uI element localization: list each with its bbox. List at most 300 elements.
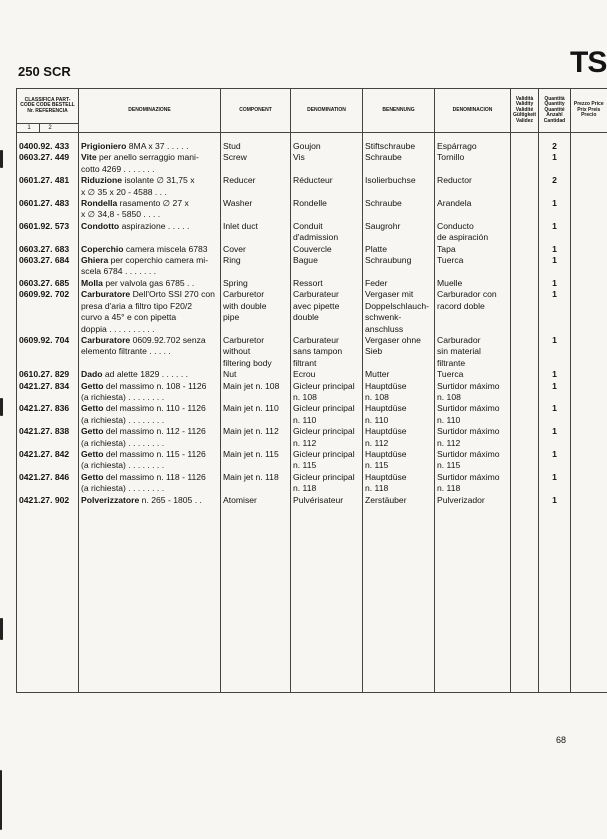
denomination-fr-line: Gicleur principal — [293, 471, 355, 482]
table-row — [17, 152, 607, 175]
denomination-fr-line: n. 112 — [293, 437, 317, 448]
denominazione-line: (a richiesta) . . . . . . . . — [81, 391, 165, 402]
benennung-de-line: Saugrohr — [365, 220, 401, 231]
denomination-fr-line: Carburateur — [293, 334, 339, 345]
part-name-it: Getto — [81, 380, 104, 391]
part-desc-it: del massimo n. 108 - 1126 — [103, 380, 207, 391]
header-en: COMPONENT — [221, 89, 291, 133]
header-code-sub — [17, 124, 79, 133]
component-en — [221, 255, 291, 278]
validity-cell — [511, 472, 539, 495]
part-name-it: Getto — [81, 403, 104, 414]
quantity-cell: 1 — [539, 244, 571, 255]
quantity-cell: 1 — [539, 381, 571, 404]
denominazione-cell — [79, 152, 221, 175]
denomination-fr — [291, 221, 363, 244]
validity-cell — [511, 369, 539, 380]
part-desc-it: 0609.92.702 senza — [130, 334, 206, 345]
denominazione-cell — [79, 244, 221, 255]
denominacion-es — [435, 381, 511, 404]
validity-cell — [511, 426, 539, 449]
part-desc-it: del massimo n. 115 - 1126 — [103, 448, 206, 459]
denominacion-es-line: n. 108 — [437, 391, 461, 402]
part-code: 0421.27. 834 — [17, 381, 79, 404]
denomination-fr — [291, 381, 363, 404]
quantity-cell: 1 — [539, 369, 571, 380]
quantity-cell: 1 — [539, 152, 571, 175]
denominazione-first-line — [81, 472, 218, 483]
part-code: 0601.27. 483 — [17, 198, 79, 221]
validity-cell — [511, 381, 539, 404]
denominacion-es-line: n. 115 — [437, 460, 461, 471]
benennung-de — [363, 472, 435, 495]
denominacion-es-line: Espárrago — [437, 141, 477, 151]
benennung-de — [363, 152, 435, 175]
denomination-fr — [291, 426, 363, 449]
table-row — [17, 495, 607, 506]
model-title: 250 SCR — [18, 64, 71, 79]
component-en — [221, 449, 291, 472]
benennung-de-line: Schraubung — [365, 255, 412, 266]
validity-cell — [511, 289, 539, 335]
denominazione-first-line — [81, 495, 218, 506]
quantity-cell: 1 — [539, 472, 571, 495]
denominacion-es — [435, 141, 511, 152]
benennung-de-line: Isolierbuchse — [365, 175, 416, 186]
price-cell — [571, 369, 607, 380]
header-de: BENENNUNG — [363, 89, 435, 133]
part-name-it: Carburatore — [81, 334, 131, 345]
part-code: 0421.27. 838 — [17, 426, 79, 449]
denominacion-es-line: Surtidor máximo — [437, 380, 500, 391]
denominazione-first-line — [81, 255, 218, 266]
denominacion-es-line: filtrante — [437, 357, 466, 368]
part-desc-it: isolante ∅ 31,75 x — [122, 175, 195, 186]
denominacion-es-line: Surtidor máximo — [437, 471, 500, 482]
price-cell — [571, 244, 607, 255]
benennung-de-line: Schraube — [365, 152, 402, 163]
denominacion-es-line: Tuerca — [437, 369, 464, 380]
part-name-it: Ghiera — [81, 255, 109, 266]
part-desc-it: del massimo n. 118 - 1126 — [103, 471, 206, 482]
part-name-it: Condotto — [81, 220, 120, 231]
binding-mark — [0, 150, 3, 168]
denominazione-cell — [79, 175, 221, 198]
quantity-cell: 1 — [539, 335, 571, 369]
component-en-line: Cover — [223, 243, 246, 254]
denominazione-first-line — [81, 403, 218, 414]
denominazione-first-line — [81, 152, 218, 163]
benennung-de — [363, 198, 435, 221]
price-cell — [571, 381, 607, 404]
benennung-de-line: Mutter — [365, 369, 390, 380]
price-cell — [571, 335, 607, 369]
denomination-fr-line: n. 110 — [293, 414, 317, 425]
denominazione-line: (a richiesta) . . . . . . . . — [81, 483, 165, 494]
denominazione-first-line — [81, 449, 218, 460]
benennung-de-line: Vergaser mit — [365, 289, 414, 300]
part-code: 0421.27. 842 — [17, 449, 79, 472]
component-en-line: pipe — [223, 312, 240, 323]
denominazione-first-line — [81, 426, 218, 437]
part-desc-it: ad alette 1829 . . . . . . — [102, 369, 188, 380]
denominacion-es-line: sin material — [437, 346, 481, 357]
component-en-line: with double — [223, 300, 267, 311]
denominacion-es-line: n. 110 — [437, 414, 461, 425]
denominazione-first-line — [81, 175, 218, 186]
component-en-line: Washer — [223, 198, 253, 209]
part-name-it: Molla — [81, 277, 103, 288]
part-code: 0421.27. 902 — [17, 495, 79, 506]
denominazione-cell — [79, 426, 221, 449]
part-code: 0609.92. 702 — [17, 289, 79, 335]
denominazione-line: x ∅ 34,8 - 5850 . . . . — [81, 209, 161, 220]
table-row — [17, 278, 607, 289]
validity-cell — [511, 403, 539, 426]
denominazione-first-line — [81, 381, 218, 392]
component-en — [221, 289, 291, 335]
denomination-fr — [291, 141, 363, 152]
denomination-fr-line: Gicleur principal — [293, 403, 355, 414]
part-code: 0603.27. 449 — [17, 152, 79, 175]
component-en-line: Main jet n. 112 — [223, 426, 279, 437]
part-code: 0609.92. 704 — [17, 335, 79, 369]
denominacion-es-line: Conducto — [437, 220, 474, 231]
table-row — [17, 244, 607, 255]
denomination-fr-line: Gicleur principal — [293, 380, 355, 391]
component-en — [221, 403, 291, 426]
component-en-line: Ring — [223, 255, 241, 266]
denomination-fr-line: n. 118 — [293, 483, 317, 494]
denominazione-cell — [79, 403, 221, 426]
table-row — [17, 198, 607, 221]
component-en-line: Nut — [223, 369, 237, 380]
denomination-fr-line: d'admission — [293, 232, 339, 243]
benennung-de-line: schwenk- — [365, 312, 402, 323]
denominazione-first-line — [81, 335, 218, 346]
denomination-fr-line: n. 108 — [293, 391, 317, 402]
component-en-line: Main jet n. 108 — [223, 380, 280, 391]
validity-cell — [511, 175, 539, 198]
denominazione-first-line — [81, 221, 218, 232]
component-en — [221, 495, 291, 506]
price-cell — [571, 426, 607, 449]
quantity-cell: 1 — [539, 198, 571, 221]
quantity-cell: 2 — [539, 141, 571, 152]
part-code: 0601.27. 481 — [17, 175, 79, 198]
quantity-cell: 2 — [539, 175, 571, 198]
denominacion-es — [435, 472, 511, 495]
denominazione-line: (a richiesta) . . . . . . . . — [81, 414, 165, 425]
validity-cell — [511, 244, 539, 255]
component-en-line: Main jet n. 110 — [223, 403, 279, 414]
part-desc-it: camera miscela 6783 — [123, 243, 208, 254]
quantity-cell: 1 — [539, 255, 571, 278]
denominazione-first-line — [81, 369, 218, 380]
denomination-fr-line: Rondelle — [293, 198, 327, 209]
quantity-cell: 1 — [539, 403, 571, 426]
series-code: TS — [570, 46, 607, 79]
part-name-it: Dado — [81, 369, 103, 380]
part-name-it: Riduzione — [81, 175, 123, 186]
denominacion-es — [435, 278, 511, 289]
denomination-fr — [291, 175, 363, 198]
header-fr: DENOMINATION — [291, 89, 363, 133]
denomination-fr-line: Carburateur — [293, 289, 339, 300]
benennung-de-line: Hauptdüse — [365, 426, 407, 437]
header-validity: Validità Validity Validité Gültigkeit Validez — [511, 89, 539, 133]
benennung-de-line: Sieb — [365, 346, 383, 357]
component-en — [221, 152, 291, 175]
benennung-de — [363, 369, 435, 380]
benennung-de-line: Vergaser ohne — [365, 334, 421, 345]
part-name-it: Rondella — [81, 198, 118, 209]
benennung-de — [363, 221, 435, 244]
denominazione-line: scela 6784 . . . . . . . — [81, 266, 156, 277]
denominazione-cell — [79, 141, 221, 152]
denominazione-line: curvo a 45° e con pipetta — [81, 312, 177, 323]
table-row — [17, 175, 607, 198]
header-price: Prezzo Price Prix Preis Precio — [571, 89, 607, 133]
table-row — [17, 472, 607, 495]
price-cell — [571, 278, 607, 289]
part-name-it: Getto — [81, 448, 104, 459]
parts-table — [16, 88, 607, 693]
benennung-de-line: n. 108 — [365, 391, 389, 402]
component-en-line: without — [223, 346, 251, 357]
component-en — [221, 175, 291, 198]
denominazione-cell — [79, 472, 221, 495]
table-row — [17, 449, 607, 472]
denomination-fr — [291, 255, 363, 278]
denomination-fr — [291, 278, 363, 289]
denominacion-es — [435, 255, 511, 278]
validity-cell — [511, 255, 539, 278]
denominazione-cell — [79, 278, 221, 289]
denominacion-es — [435, 369, 511, 380]
price-cell — [571, 289, 607, 335]
part-code: 0421.27. 846 — [17, 472, 79, 495]
benennung-de-line: Platte — [365, 243, 387, 254]
price-cell — [571, 141, 607, 152]
denominacion-es-line: Tornillo — [437, 152, 465, 163]
benennung-de-line: Zerstäuber — [365, 494, 407, 505]
denominazione-cell — [79, 221, 221, 244]
component-en — [221, 472, 291, 495]
part-desc-it: del massimo n. 110 - 1126 — [103, 403, 206, 414]
part-name-it: Prigioniero — [81, 141, 127, 151]
denomination-fr — [291, 403, 363, 426]
denomination-fr-line: double — [293, 312, 319, 323]
denominacion-es — [435, 335, 511, 369]
denomination-fr-line: Goujon — [293, 141, 321, 151]
denominacion-es-line: de aspiración — [437, 232, 489, 243]
benennung-de — [363, 244, 435, 255]
denomination-fr — [291, 152, 363, 175]
price-cell — [571, 175, 607, 198]
denominazione-first-line — [81, 289, 218, 300]
denomination-fr — [291, 198, 363, 221]
denominacion-es-line: racord doble — [437, 300, 485, 311]
component-en-line: Reducer — [223, 175, 256, 186]
part-desc-it: del massimo n. 112 - 1126 — [103, 426, 206, 437]
benennung-de-line: anschluss — [365, 323, 404, 334]
denomination-fr-line: Gicleur principal — [293, 448, 355, 459]
table-row — [17, 221, 607, 244]
component-en-line: Screw — [223, 152, 247, 163]
page-number: 68 — [556, 735, 567, 745]
benennung-de-line: Doppelschlauch- — [365, 300, 430, 311]
denominacion-es-line: Tapa — [437, 243, 456, 254]
validity-cell — [511, 278, 539, 289]
denominazione-first-line — [81, 244, 218, 255]
part-desc-it: aspirazione . . . . . — [119, 220, 190, 231]
component-en-line: Atomiser — [223, 494, 257, 505]
denominazione-cell — [79, 449, 221, 472]
quantity-cell: 1 — [539, 426, 571, 449]
denominacion-es-line: n. 112 — [437, 437, 461, 448]
table-row — [17, 335, 607, 369]
component-en — [221, 278, 291, 289]
table-bottom-rule — [17, 693, 607, 694]
quantity-cell: 1 — [539, 449, 571, 472]
binding-mark — [0, 770, 2, 830]
denominacion-es — [435, 426, 511, 449]
denominazione-first-line — [81, 198, 218, 209]
denomination-fr — [291, 369, 363, 380]
table-row — [17, 403, 607, 426]
denominacion-es — [435, 403, 511, 426]
denominacion-es-line: Surtidor máximo — [437, 448, 500, 459]
denominazione-cell — [79, 198, 221, 221]
denominazione-line: presa d'aria a filtro tipo F20/2 — [81, 300, 193, 311]
denominacion-es-line: Carburador — [437, 334, 481, 345]
table-row — [17, 289, 607, 335]
denominazione-line: elemento filtrante . . . . . — [81, 346, 171, 357]
quantity-cell: 1 — [539, 221, 571, 244]
benennung-de — [363, 449, 435, 472]
table-row — [17, 426, 607, 449]
denominacion-es-line: Pulverizador — [437, 494, 485, 505]
header-es: DENOMINACION — [435, 89, 511, 133]
part-name-it: Getto — [81, 471, 104, 482]
code-sub-1: 1 — [19, 124, 40, 132]
component-en — [221, 369, 291, 380]
benennung-de-line: Hauptdüse — [365, 403, 407, 414]
denominacion-es — [435, 175, 511, 198]
validity-cell — [511, 449, 539, 472]
component-en-line: Carburetor — [223, 289, 265, 300]
quantity-cell: 1 — [539, 289, 571, 335]
denomination-fr-line: sans tampon — [293, 346, 343, 357]
benennung-de-line: n. 115 — [365, 460, 389, 471]
benennung-de-line: Hauptdüse — [365, 448, 407, 459]
validity-cell — [511, 198, 539, 221]
denominacion-es — [435, 244, 511, 255]
price-cell — [571, 255, 607, 278]
part-code: 0601.92. 573 — [17, 221, 79, 244]
benennung-de — [363, 335, 435, 369]
benennung-de-line: Feder — [365, 277, 388, 288]
component-en — [221, 198, 291, 221]
part-code: 0400.92. 433 — [17, 141, 79, 152]
benennung-de-line: n. 118 — [365, 483, 389, 494]
denominacion-es — [435, 152, 511, 175]
benennung-de-line: n. 112 — [365, 437, 389, 448]
validity-cell — [511, 495, 539, 506]
denominazione-cell — [79, 335, 221, 369]
validity-cell — [511, 221, 539, 244]
denominacion-es-line: Surtidor máximo — [437, 403, 500, 414]
component-en — [221, 244, 291, 255]
denominazione-line: doppia . . . . . . . . . . — [81, 323, 155, 334]
denomination-fr-line: Conduit — [293, 220, 323, 231]
part-name-it: Vite — [81, 152, 97, 163]
denomination-fr — [291, 335, 363, 369]
component-en — [221, 335, 291, 369]
part-code: 0603.27. 683 — [17, 244, 79, 255]
component-en-line: Stud — [223, 141, 241, 151]
benennung-de-line: Hauptdüse — [365, 380, 407, 391]
part-desc-it: per valvola gas 6785 . . — [102, 277, 195, 288]
denomination-fr-line: Ressort — [293, 277, 323, 288]
binding-mark — [0, 398, 3, 416]
benennung-de-line: Stiftschraube — [365, 141, 416, 151]
part-desc-it: per anello serraggio mani- — [96, 152, 199, 163]
component-en-line: Main jet n. 118 — [223, 471, 279, 482]
denominazione-first-line — [81, 141, 218, 152]
denominazione-line: (a richiesta) . . . . . . . . — [81, 460, 165, 471]
code-sub-2: 2 — [48, 125, 52, 131]
denomination-fr — [291, 495, 363, 506]
part-desc-it: rasamento ∅ 27 x — [117, 198, 189, 209]
denominazione-cell — [79, 255, 221, 278]
benennung-de — [363, 426, 435, 449]
quantity-cell: 1 — [539, 495, 571, 506]
component-en-line: Main jet n. 115 — [223, 448, 279, 459]
denomination-fr-line: Gicleur principal — [293, 426, 355, 437]
part-name-it: Polverizzatore — [81, 494, 140, 505]
price-cell — [571, 403, 607, 426]
part-code: 0421.27. 836 — [17, 403, 79, 426]
part-desc-it: n. 265 - 1805 . . — [139, 494, 202, 505]
denominacion-es-line: Surtidor máximo — [437, 426, 500, 437]
component-en — [221, 221, 291, 244]
component-en-line: Spring — [223, 277, 248, 288]
part-desc-it: Dell'Orto SSI 270 con — [130, 289, 215, 300]
benennung-de — [363, 255, 435, 278]
header-it: DENOMINAZIONE — [79, 89, 221, 133]
denomination-fr — [291, 449, 363, 472]
denominazione-cell — [79, 381, 221, 404]
denomination-fr-line: filtrant — [293, 357, 317, 368]
denominacion-es-line: Tuerca — [437, 255, 464, 266]
benennung-de-line: Schraube — [365, 198, 402, 209]
denominacion-es-line: Carburador con — [437, 289, 497, 300]
denomination-fr-line: Couvercle — [293, 243, 332, 254]
denomination-fr-line: Ecrou — [293, 369, 316, 380]
price-cell — [571, 221, 607, 244]
header-row — [17, 89, 607, 124]
price-cell — [571, 495, 607, 506]
binding-mark — [0, 618, 3, 640]
denominacion-es — [435, 495, 511, 506]
price-cell — [571, 449, 607, 472]
table-row — [17, 255, 607, 278]
part-desc-it: per coperchio camera mi- — [108, 255, 209, 266]
denominacion-es — [435, 198, 511, 221]
denominazione-first-line — [81, 278, 218, 289]
